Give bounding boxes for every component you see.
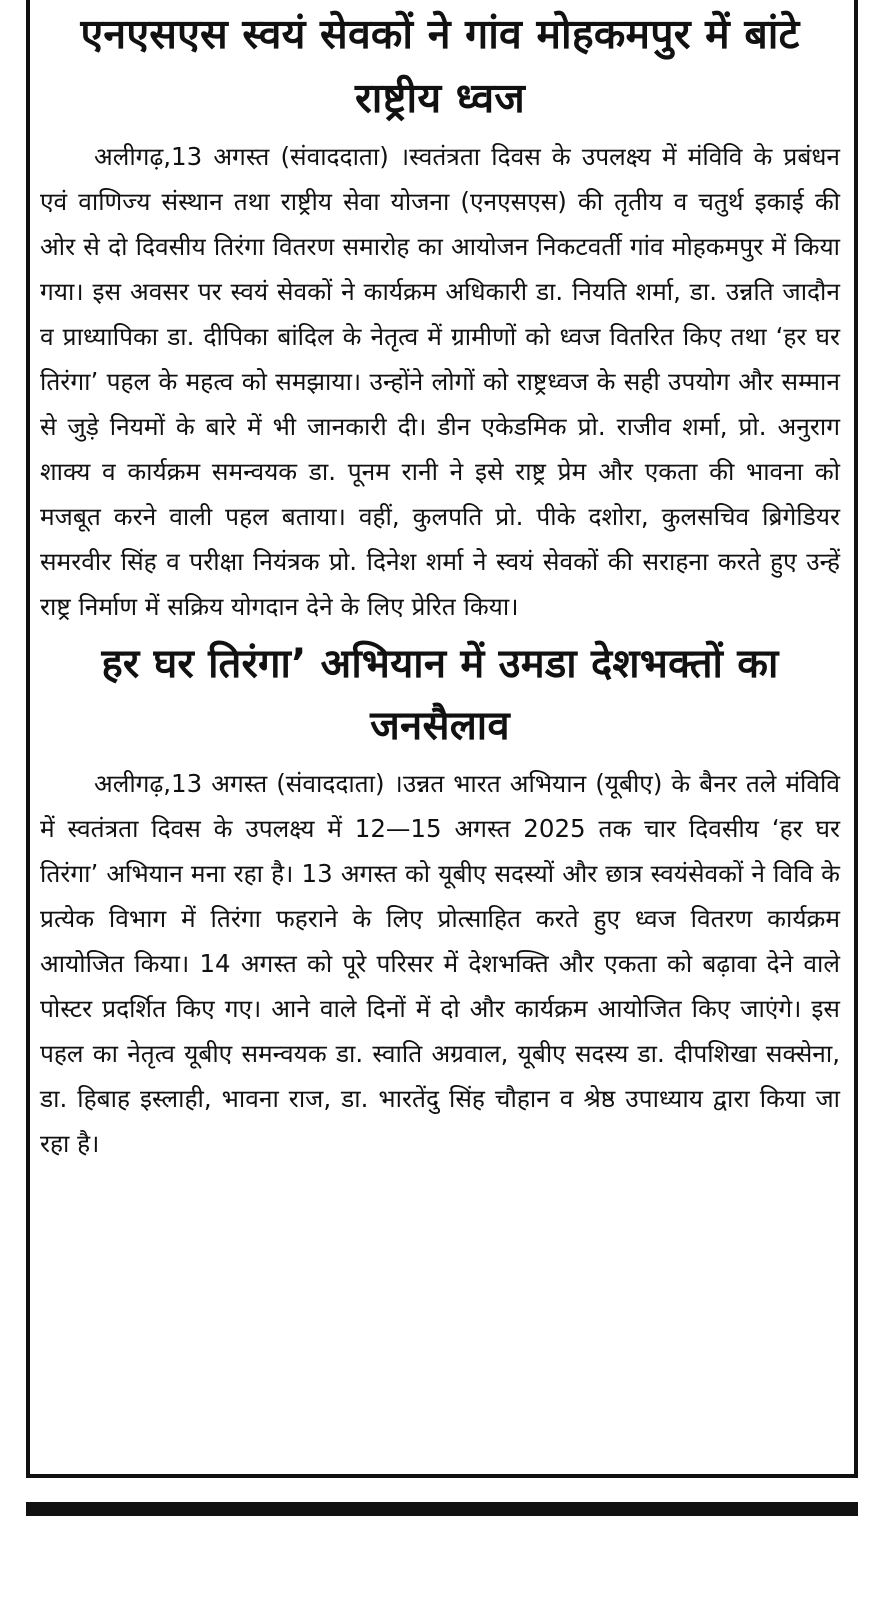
bottom-rule-divider <box>26 1502 858 1516</box>
newspaper-clipping <box>26 0 858 1478</box>
article-2-headline: हर घर तिरंगा’ अभियान में उमडा देशभक्तों का जनसैलाव <box>101 641 779 749</box>
article-1-headline: एनएसएस स्वयं सेवकों ने गांव मोहकमपुर में बांटे राष्ट्रीय ध्वज <box>80 10 800 122</box>
article-1-body: अलीगढ़,13 अगस्त (संवाददाता) ।स्वतंत्रता दिवस के उपलक्ष्य में मंविवि के प्रबंधन एवं वाणिज्य संस्थान तथा राष्ट्रीय सेवा योजना (एनएसएस) की तृतीय व चतुर्थ इकाई की ओर से दो दिवसीय तिरंगा वितरण समारोह का आयोजन निकटवर्ती गांव मोहकमपुर में किया गया। इस अवसर पर स्वयं सेवकों ने कार्यक्रम अधिकारी डा. नियति शर्मा, डा. उन्नति जादौन व प्राध्यापिका डा. दीपिका बांदिल के नेतृत्व में ग्रामीणों को ध्वज वितरित किए तथा ‘हर घर तिरंगा’ पहल के महत्व को समझाया। उन्होंने लोगों को राष्ट्रध्वज के सही उपयोग और सम्मान से जुड़े नियमों के बारे में भी जानकारी दी। डीन एकेडमिक प्रो. राजीव शर्मा, प्रो. अनुराग शाक्य व कार्यक्रम समन्वयक डा. पूनम रानी ने इसे राष्ट्र प्रेम और एकता की भावना को मजबूत करने वाली पहल बताया। वहीं, कुलपति प्रो. पीके दशोरा, कुलसचिव ब्रिगेडियर समरवीर सिंह व परीक्षा नियंत्रक प्रो. दिनेश शर्मा ने स्वयं सेवकों की सराहना करते हुए उन्हें राष्ट्र निर्माण में सक्रिय योगदान देने के लिए प्रेरित किया। <box>40 142 840 621</box>
article-2-body: अलीगढ़,13 अगस्त (संवाददाता) ।उन्नत भारत अभियान (यूबीए) के बैनर तले मंविवि में स्वतंत्रता दिवस के उपलक्ष्य में 12—15 अगस्त 2025 तक चार दिवसीय ‘हर घर तिरंगा’ अभियान मना रहा है। 13 अगस्त को यूबीए सदस्यों और छात्र स्वयंसेवकों ने विवि के प्रत्येक विभाग में तिरंगा फहराने के लिए प्रोत्साहित करते हुए ध्वज वितरण कार्यक्रम आयोजित किया। 14 अगस्त को पूरे परिसर में देशभक्ति और एकता को बढ़ावा देने वाले पोस्टर प्रदर्शित किए गए। आने वाले दिनों में दो और कार्यक्रम आयोजित किए जाएंगे। इस पहल का नेतृत्व यूबीए समन्वयक डा. स्वाति अग्रवाल, यूबीए सदस्य डा. दीपशिखा सक्सेना, डा. हिबाह इस्लाही, भावना राज, डा. भारतेंदु सिंह चौहान व श्रेष्ठ उपाध्याय द्वारा किया जा रहा है। <box>40 769 840 1158</box>
